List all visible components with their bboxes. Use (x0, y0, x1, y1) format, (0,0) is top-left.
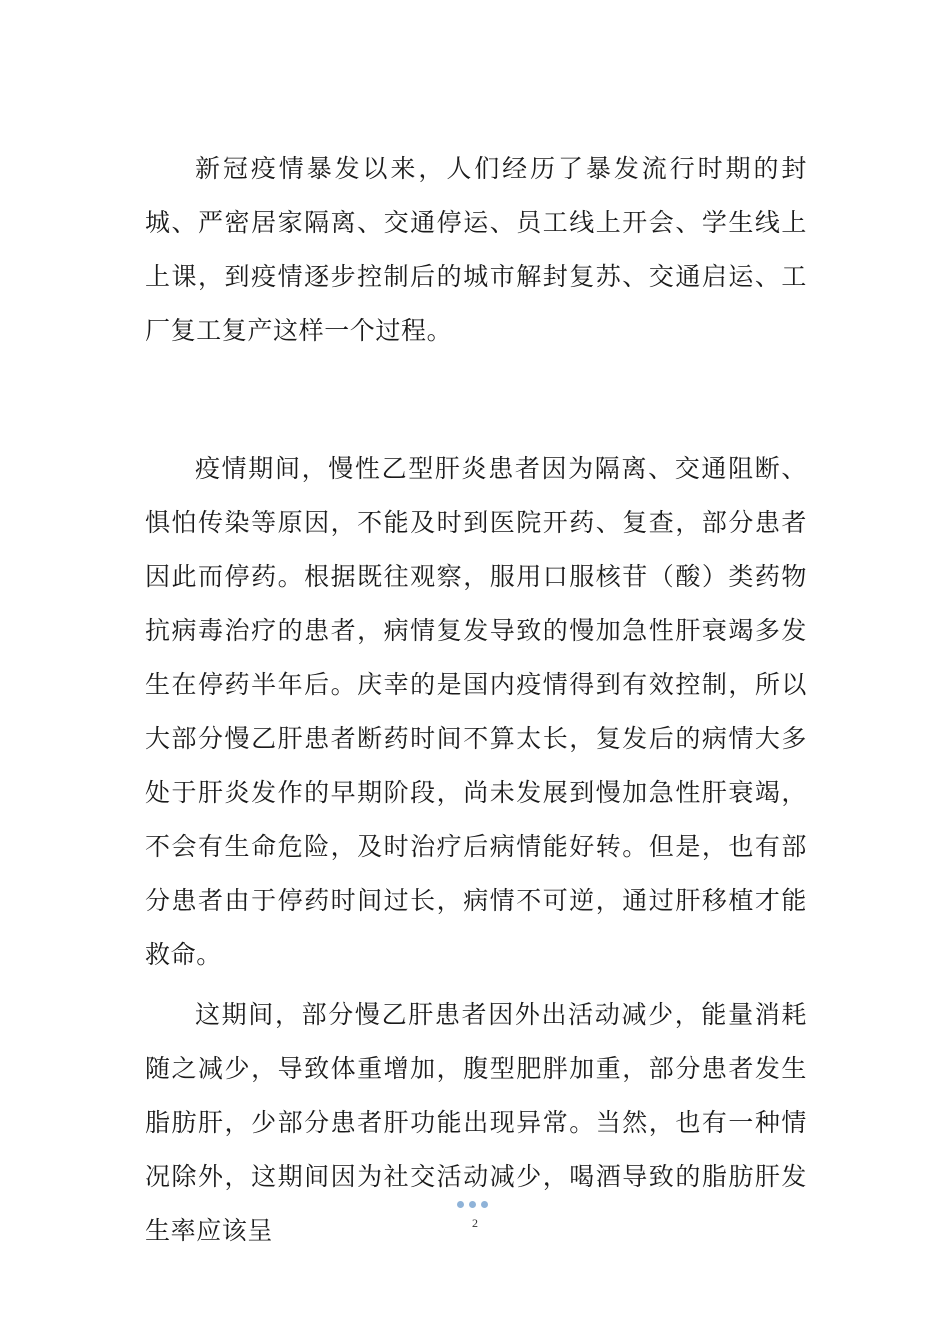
page-number: 2 (472, 1216, 478, 1230)
paragraph-3: 这期间，部分慢乙肝患者因外出活动减少，能量消耗随之减少，导致体重增加，腹型肥胖加重，部分患者发生脂肪肝，少部分患者肝功能出现异常。当然，也有一种情况除外，这期间因为社交活动减少，喝酒导致的脂肪肝发生率应该呈 (145, 1000, 807, 1245)
paragraph-2: 疫情期间，慢性乙型肝炎患者因为隔离、交通阻断、惧怕传染等原因，不能及时到医院开药、复查，部分患者因此而停药。根据既往观察，服用口服核苷（酸）类药物抗病毒治疗的患者，病情复发导致的慢加急性肝衰竭多发生在停药半年后。庆幸的是国内疫情得到有效控制，所以大部分慢乙肝患者断药时间不算太长，复发后的病情大多处于肝炎发作的早期阶段，尚未发展到慢加急性肝衰竭，不会有生命危险，及时治疗后病情能好转。但是，也有部分患者由于停药时间过长，病情不可逆，通过肝移植才能救命。 (145, 454, 807, 969)
dot (469, 1201, 476, 1208)
dot (481, 1201, 488, 1208)
ellipsis-dots-icon (457, 1201, 488, 1208)
paragraph-1: 新冠疫情暴发以来，人们经历了暴发流行时期的封城、严密居家隔离、交通停运、员工线上开会、学生线上上课，到疫情逐步控制后的城市解封复苏、交通启运、工厂复工复产这样一个过程。 (145, 154, 807, 345)
dot (457, 1201, 464, 1208)
